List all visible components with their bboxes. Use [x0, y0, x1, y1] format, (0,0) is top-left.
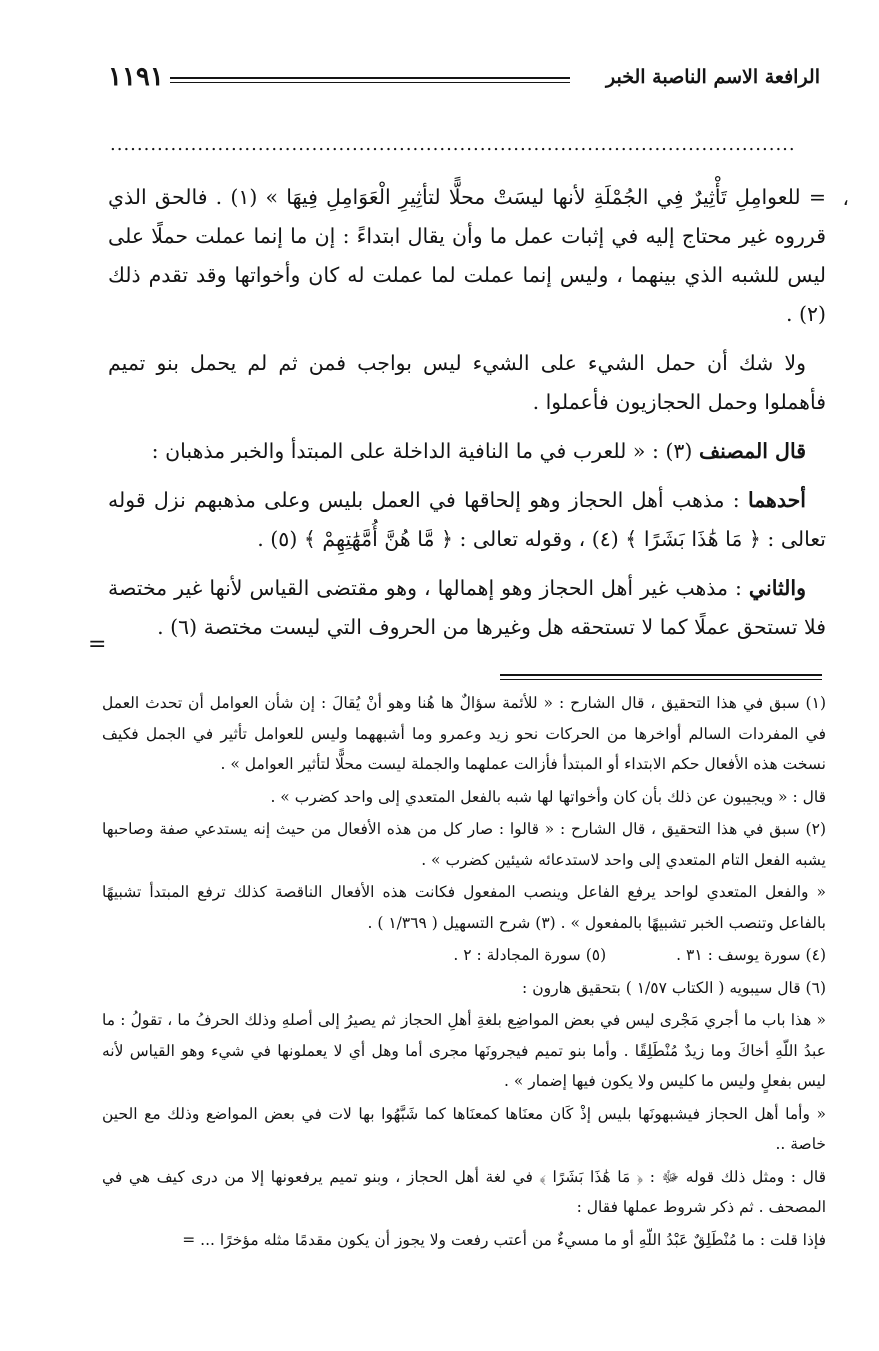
- page-number: ١١٩١: [108, 62, 164, 92]
- paragraph-5-label: والثاني: [748, 576, 806, 600]
- paragraph-4-label: أحدهما: [747, 488, 806, 512]
- continuation-mark: =: [88, 632, 107, 657]
- running-header: [108, 62, 820, 102]
- footnote-separator: [500, 674, 822, 680]
- footnote-row-4-5: [102, 940, 826, 971]
- footnote-6-quote-1: « هذا باب ما أجري مَجْرى ليس في بعض المواضِع بلغةِ أهلِ الحجاز ثم يصيرُ إلى أصلهِ وذلك الحرفُ ما ، تقولُ : ما عبدُ اللّهِ أخاكَ وما زيدٌ مُنْطَلِقًا . وأما بنو تميم فيجرونَها مجرى أما وهل أي لا يعملونها في شيء وهو القياس لأنه ليس بفعلٍ وليس ما كليس ولا يكون فيها إضمار » .: [102, 1011, 826, 1090]
- footnote-5: (٥) سورة المجادلة : ٢ .: [453, 946, 607, 964]
- footnote-3: (٣) شرح التسهيل ( ١/٣٦٩ ) .: [367, 913, 556, 932]
- paragraph-5: [108, 569, 826, 647]
- footnote-2-cont: [102, 877, 826, 938]
- footnote-2-quote: « والفعل المتعدي لواحد يرفع الفاعل وينصب المفعول فكانت هذه الأفعال الناقصة كذلك ترفع المبتدأ تشبيهًا بالفاعل وتنصب الخبر تشبيهًا بالمفعول » .: [102, 883, 826, 932]
- dotted-separator: ......................................................................................................: [110, 134, 796, 155]
- footnote-6: (٦) قال سيبويه ( الكتاب ١/٥٧ ) بتحقيق هارون :: [522, 978, 826, 997]
- footnote-2: (٢) سبق في هذا التحقيق ، قال الشارح : « قالوا : صار كل من هذه الأفعال من حيث إنه يستدعي صفة وصاحبها يشبه الفعل التام المتعدي إلى واحد لاستدعائه شيئين كضرب » .: [102, 820, 826, 869]
- paragraph-4-text: : مذهب أهل الحجاز وهو إلحاقها في العمل بليس وعلى مذهبهم نزل قوله تعالى : ﴿ مَا هَٰذَا بَشَرًا ﴾ (٤) ، وقوله تعالى : ﴿ مَّا هُنَّ أُمَّهَٰتِهِمْ ﴾ (٥) .: [108, 488, 826, 551]
- footnotes: [102, 688, 826, 1257]
- paragraph-4: [108, 481, 826, 559]
- paragraph-2: ولا شك أن حمل الشيء على الشيء ليس بواجب فمن ثم لم يحمل بنو تميم فأهملوا وحمل الحجازيون فأعملوا .: [108, 351, 826, 414]
- paragraph-3-label: قال المصنف: [698, 439, 806, 463]
- footnote-6-quote-4: فإذا قلت : ما مُنْطَلِقٌ عَبْدُ اللّهِ أو ما مسيءٌ من أعتب رفعت ولا يجوز أن يكون مقدمًا مثله مؤخرًا ... =: [182, 1230, 826, 1249]
- paragraph-3: [108, 432, 826, 471]
- footnote-6-quote-3: قال : ومثل ذلك قوله ﷻ : ﴿ مَا هَٰذَا بَشَرًا ﴾ في لغة أهل الحجاز ، وبنو تميم يرفعونها إلا من درى كيف هي في المصحف . ثم ذكر شروط عملها فقال :: [102, 1167, 826, 1216]
- margin-mark-right: ،: [842, 186, 849, 210]
- footnote-1-cont: قال : « ويجيبون عن ذلك بأن كان وأخواتها لها شبه بالفعل المتعدي إلى واحد كضرب » .: [270, 787, 826, 806]
- running-title: الرافعة الاسم الناصبة الخبر: [606, 66, 820, 88]
- paragraph-1: = للعوامِلِ تَأْثِيرٌ فِي الجُمْلَةِ لأنها ليسَتْ محلًّا لتأثِيرِ الْعَوَامِلِ فِيهَا » (١) . فالحق الذي قرروه غير محتاج إليه في إثبات عمل ما وأن يقال ابتداءً : إن ما إنما عملت حملًا على ليس للشبه الذي بينهما ، وليس إنما عملت لما عملت له كان وأخواتها وقد تقدم ذلك (٢) .: [108, 185, 827, 326]
- paragraph-5-text: : مذهب غير أهل الحجاز وهو إهمالها ، وهو مقتضى القياس لأنها غير مختصة فلا تستحق عملًا كما لا تستحقه هل وغيرها من الحروف التي ليست مختصة (٦) .: [108, 576, 826, 639]
- footnote-1: (١) سبق في هذا التحقيق ، قال الشارح : « للأئمة سؤالٌ ها هُنا وهو أنْ يُقالَ : إن شأن العوامل أن تحدث العمل في المفردات السالم أواخرها من الحركات نحو زيد وعمرو وما أشبههما وليس للعوامل تأثير في الجمل فكيف نسخت هذه الأفعال حكم الابتداء أو المبتدأ فأزالت عملهما والجملة ليست محلًّا لتأثير العوامل » .: [102, 694, 826, 773]
- footnote-6-quote-2: « وأما أهل الحجاز فيشبهونَها بليس إذْ كَان معنَاها كمعنَاها كما شَبَّهُوا بها لات في بعض المواضع وذلك مع الحين خاصة ..: [102, 1104, 826, 1153]
- header-rule: [170, 77, 570, 83]
- footnote-4: (٤) سورة يوسف : ٣١ .: [676, 946, 826, 964]
- main-text: [108, 178, 826, 657]
- paragraph-3-text: (٣) : « للعرب في ما النافية الداخلة على المبتدأ والخبر مذهبان :: [151, 439, 699, 463]
